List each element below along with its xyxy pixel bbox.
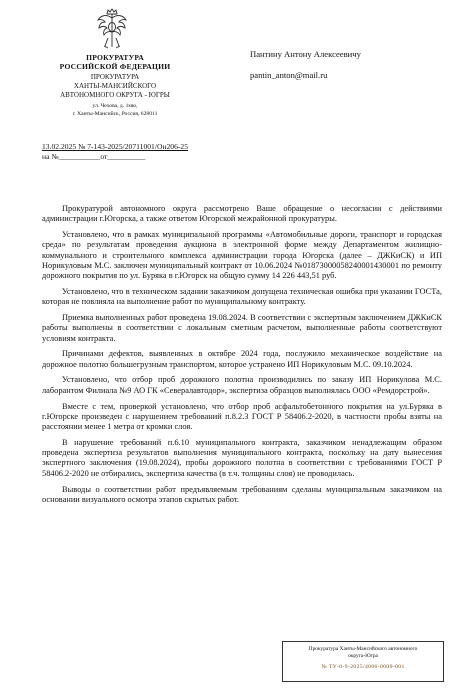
recipient-email: pantin_anton@mail.ru bbox=[250, 70, 328, 80]
body-paragraph: Установлено, что в техническом задании заказчиком допущена техническая ошибка при указании ГОСТа, которая не повлияла на выполнение работ по муниципальному контракту. bbox=[42, 286, 442, 307]
letter-body bbox=[42, 204, 442, 511]
body-paragraph: Установлено, что отбор проб дорожного полотна производились по заказу ИП Норикулова М.С. лаборантом Филиала №9 АО ГК «Севералавтодор», экспертиза образцов выполнялась ООО «Ремдорстрой». bbox=[42, 375, 442, 395]
stamp-line: Прокуратура Ханты-Мансийского автономного bbox=[308, 646, 418, 652]
registration-number: 13.02.2025 № 7-143-2025/20711001/Он206-25 bbox=[42, 142, 189, 151]
issuer-block bbox=[20, 54, 210, 117]
address-line: ул. Чехова, д. 1мю, bbox=[92, 103, 138, 110]
stamp-number: № ТУ-0-9-2025/4006-0000-001 bbox=[321, 664, 405, 671]
address-line: г. Ханты-Мансийск, Россия, 628011 bbox=[72, 110, 158, 117]
registration-stamp bbox=[282, 641, 444, 682]
body-paragraph: Выводы о соответствии работ предъявляемым требованиям сделаны муниципальным заказчиком на основании визуального осмотра этапов скрытых работ. bbox=[42, 484, 442, 504]
reference-line: на №___________от__________ bbox=[42, 152, 146, 161]
org-name-line: ПРОКУРАТУРА bbox=[86, 53, 144, 62]
org-sub-line: ХАНТЫ-МАНСИЙСКОГО bbox=[73, 81, 157, 90]
double-headed-eagle-emblem-icon bbox=[95, 8, 129, 50]
body-paragraph: Приемка выполненных работ проведена 19.08.2024. В соответствии с экспертным заключением ДЖКиСК работы выполнены в соответствии с локальным сметным расчетом, выполненные работы соответствуют условиям контракта. bbox=[42, 313, 442, 343]
body-paragraph: Прокуратурой автономного округа рассмотрено Ваше обращение о несогласии с действиями администрации г.Югорска, а также ответом Югорской межрайонной прокуратуры. bbox=[42, 204, 442, 224]
body-paragraph: Установлено, что в рамках муниципальной программы «Автомобильные дороги, транспорт и городская среда» по результатам проведения аукциона в электронной форме между Департаментом жилищно-коммунального и строительного комплекса администрации города Югорска (далее – ДЖКиСК) и ИП Норикуловым М.С. заключен муниципальный контракт от 10.06.2024 №0187300005824000143000​1 по ремонту дорожного покрытия по ул. Буряка в г.Югорск на общую сумму 14 226 443,51 руб. bbox=[42, 230, 442, 281]
stamp-line: округа-Югра bbox=[348, 653, 378, 660]
body-paragraph: Вместе с тем, проверкой установлено, что отбор проб асфальтобетонного покрытия на ул.Буряка в г.Югорске произведен с нарушением требований п.8.2.3 ГОСТ Р 58406.2-2020, в частности пробы взяты на расстоянии менее 1 метра от кромки слоя. bbox=[42, 401, 442, 432]
body-paragraph: В нарушение требований п.6.10 муниципального контракта, заказчиком ненадлежащим образом проведена экспертиза результатов выполнения муниципального контракта, поскольку на дату вынесения экспертного заключения (19.08.2024), пробы дорожного полотна в соответствии с требованиями ГОСТ Р 58406.2-2020 не отбирались, экспертиза качества (в т.ч. толщины слоя) не проводилась. bbox=[42, 437, 442, 478]
org-sub-line: ПРОКУРАТУРА bbox=[90, 73, 140, 81]
body-paragraph: Причинами дефектов, выявленных в октябре 2024 года, послужило механическое воздействие на дорожное полотно большегрузным транспортом, которое устранено ИП Норикуловым М.С. 09.10.2024. bbox=[42, 349, 442, 369]
recipient-name: Пантину Антону Алексеевичу bbox=[250, 49, 361, 59]
recipient-block bbox=[250, 49, 361, 91]
org-sub-line: АВТОНОМНОГО ОКРУГА - ЮГРЫ bbox=[60, 90, 170, 99]
org-name-line: РОССИЙСКОЙ ФЕДЕРАЦИИ bbox=[59, 61, 171, 71]
